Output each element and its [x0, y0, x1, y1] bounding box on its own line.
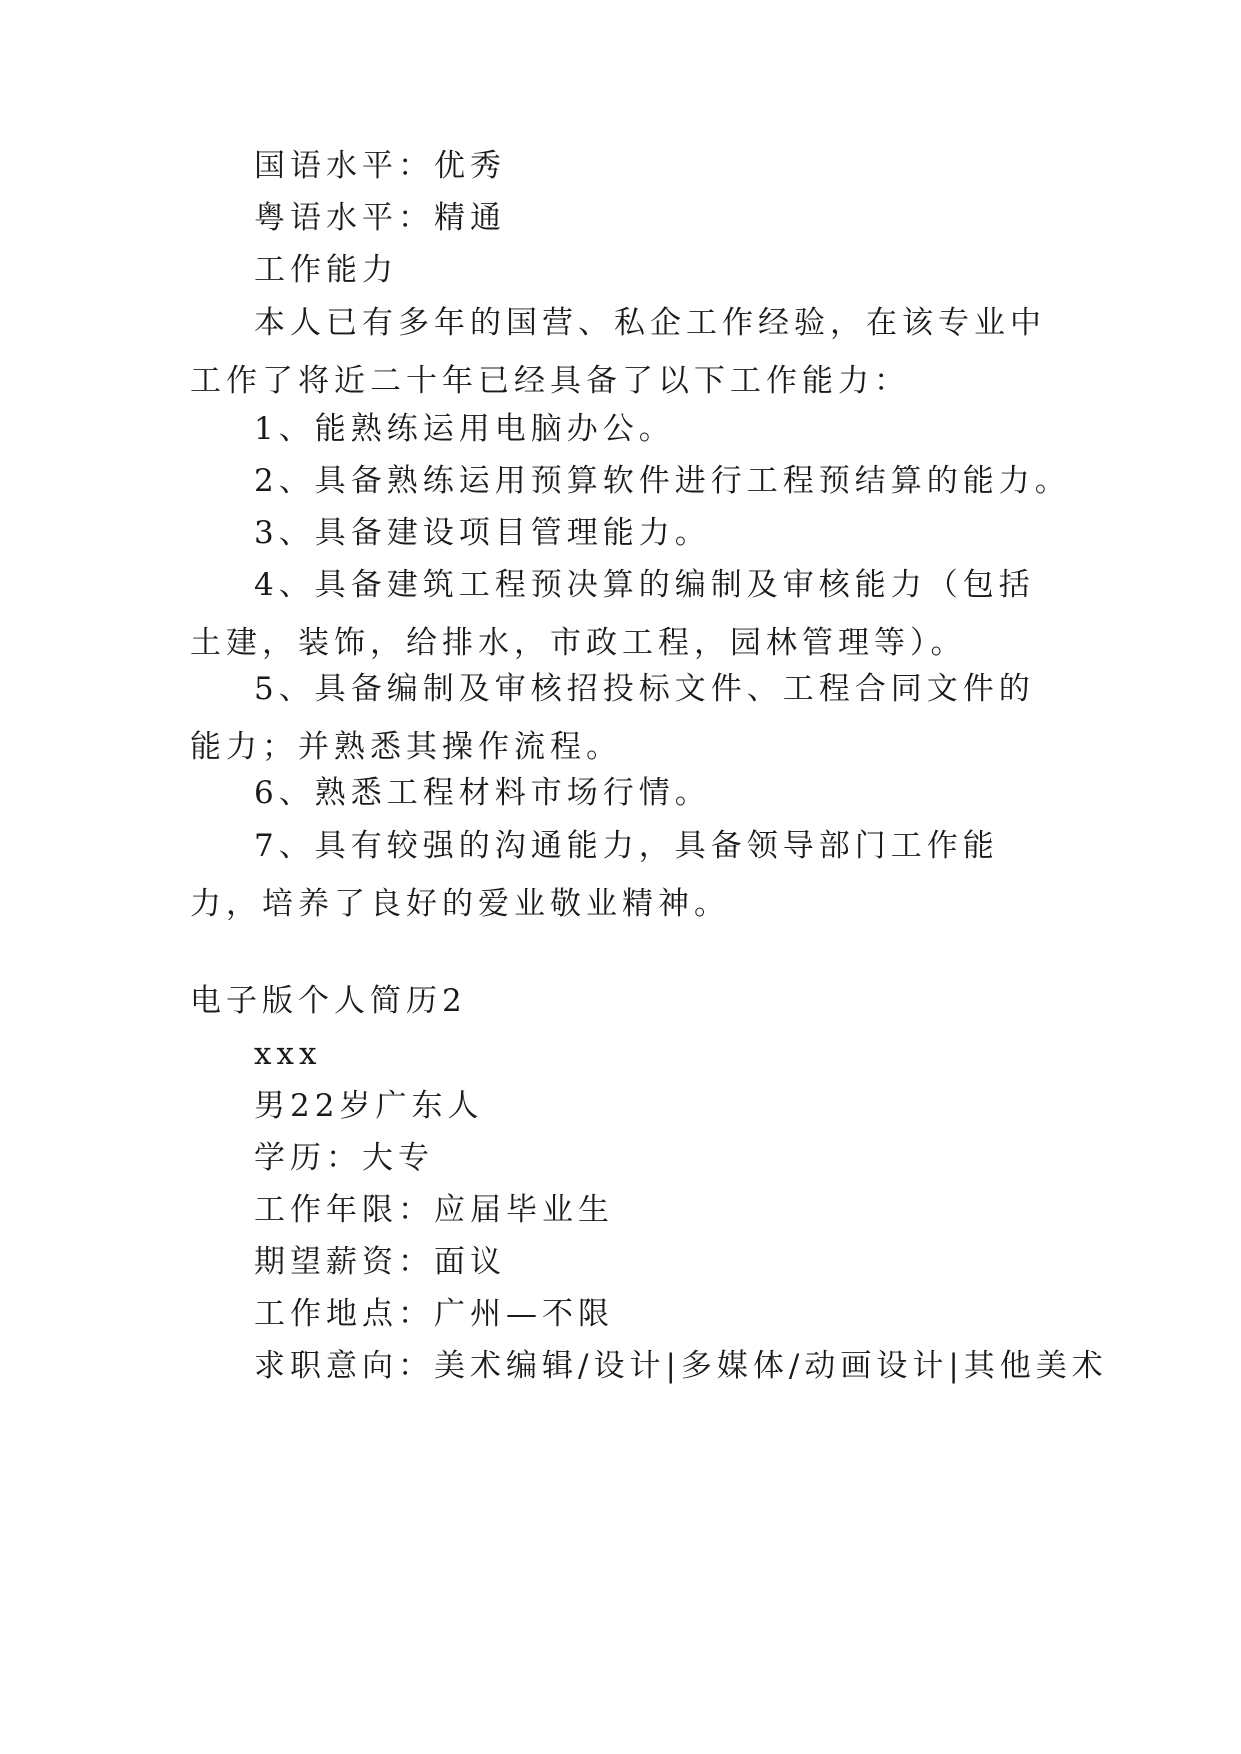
ability-item-6: 6、熟悉工程材料市场行情。 — [254, 775, 711, 811]
resume-job-intention: 求职意向：美术编辑/设计|多媒体/动画设计|其他美术 — [254, 1348, 1108, 1384]
ability-item-2: 2、具备熟练运用预算软件进行工程预结算的能力。 — [254, 463, 1071, 499]
ability-item-1: 1、能熟练运用电脑办公。 — [254, 411, 675, 447]
ability-item-7: 7、具有较强的沟通能力，具备领导部门工作能力，培养了良好的爱业敬业精神。 — [190, 828, 999, 922]
cantonese-level: 粤语水平：精通 — [254, 200, 506, 236]
work-ability-intro: 本人已有多年的国营、私企工作经验，在该专业中工作了将近二十年已经具备了以下工作能力： — [190, 305, 1046, 399]
resume-work-years: 工作年限：应届毕业生 — [254, 1192, 614, 1228]
resume-expected-salary: 期望薪资：面议 — [254, 1244, 506, 1280]
resume-education: 学历：大专 — [254, 1140, 434, 1176]
ability-item-4: 4、具备建筑工程预决算的编制及审核能力（包括土建，装饰，给排水，市政工程，园林管理等）。 — [190, 567, 1035, 661]
resume-name: xxx — [254, 1036, 322, 1072]
ability-item-5: 5、具备编制及审核招投标文件、工程合同文件的能力；并熟悉其操作流程。 — [190, 671, 1035, 765]
resume-work-location: 工作地点：广州—不限 — [254, 1296, 614, 1332]
resume-title: 电子版个人简历2 — [190, 983, 467, 1019]
resume-basic-info: 男22岁广东人 — [254, 1088, 484, 1124]
mandarin-level: 国语水平：优秀 — [254, 148, 506, 184]
ability-item-3: 3、具备建设项目管理能力。 — [254, 515, 711, 551]
section-heading-work-ability: 工作能力 — [254, 252, 398, 288]
